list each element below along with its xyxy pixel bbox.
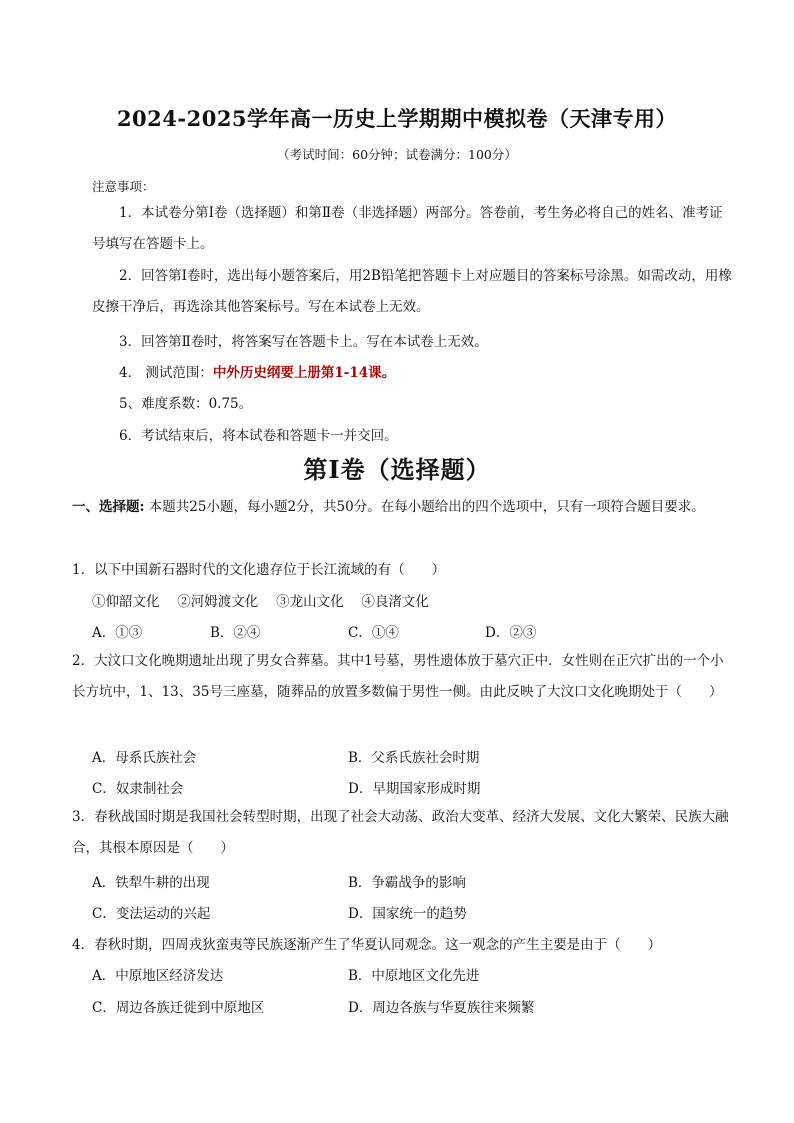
- section-instructions: 一、选择题: 本题共25小题，每小题2分，共50分。在每小题给出的四个选项中，只有一项符合题目要求。: [72, 499, 705, 515]
- note-1: 1．本试卷分第Ⅰ卷（选择题）和第Ⅱ卷（非选择题）两部分。答卷前，考生务必将自己的姓名、准考证号填写在答题卡上。: [92, 205, 723, 252]
- q2-option-c: C．奴隶制社会: [92, 781, 184, 797]
- q3-option-c: C．变法运动的兴起: [92, 906, 211, 922]
- q3-option-d: D．国家统一的趋势: [348, 906, 467, 922]
- q1-option-b: B．②④: [210, 625, 261, 641]
- question-2-stem: 2．大汶口文化晚期遗址出现了男女合葬墓。其中1号墓，男性遗体放于墓穴正中．女性则在正穴扩出的一个小长方坑中，1、13、35号三座墓，随葬品的放置多数偏于男性一侧。由此反映了大汶口文化晚期处于（ ）: [72, 653, 724, 700]
- notes-heading: 注意事项：: [92, 179, 155, 194]
- q1-option-c: C．①④: [348, 625, 399, 641]
- question-3-stem: 3．春秋战国时期是我国社会转型时期，出现了社会大动荡、政治大变革、经济大发展、文化大繁荣、民族大融合，其根本原因是（ ）: [72, 809, 729, 856]
- q4-option-c: C．周边各族迁徙到中原地区: [92, 1000, 265, 1016]
- exam-meta: （考试时间：60分钟；试卷满分：100分）: [277, 147, 517, 162]
- q2-option-a: A．母系氏族社会: [92, 750, 197, 766]
- q2-option-b: B．父系氏族社会时期: [348, 750, 480, 766]
- test-scope: 中外历史纲要上册第1-14课: [212, 365, 382, 381]
- note-6: 6．考试结束后，将本试卷和答题卡一并交回。: [119, 428, 398, 444]
- note-2: 2．回答第Ⅰ卷时，选出每小题答案后，用2B铅笔把答题卡上对应题目的答案标号涂黑。如需改动，用橡皮擦干净后，再选涂其他答案标号。写在本试卷上无效。: [92, 268, 732, 315]
- q4-option-d: D．周边各族与华夏族往来频繁: [348, 1000, 535, 1016]
- note-5: 5、难度系数：0.75。: [119, 396, 253, 412]
- note-3: 3．回答第Ⅱ卷时，将答案写在答题卡上。写在本试卷上无效。: [119, 334, 488, 350]
- q4-option-b: B．中原地区文化先进: [348, 968, 480, 984]
- note-4: 4． 测试范围：中外历史纲要上册第1-14课。: [119, 365, 396, 381]
- page-title: 2024-2025学年高一历史上学期期中模拟卷（天津专用）: [116, 106, 678, 131]
- q2-option-d: D．早期国家形成时期: [348, 781, 481, 797]
- question-1-stem: 1．以下中国新石器时代的文化遗存位于长江流域的有（ ）: [72, 562, 446, 578]
- question-1-items: ①仰韶文化 ②河姆渡文化 ③龙山文化 ④良渚文化: [92, 594, 429, 610]
- question-4-stem: 4．春秋时期，四周戎狄蛮夷等民族逐渐产生了华夏认同观念。这一观念的产生主要是由于（ ）: [72, 937, 662, 953]
- q1-option-a: A．①③: [92, 625, 143, 641]
- q1-option-d: D．②③: [485, 625, 537, 641]
- q4-option-a: A．中原地区经济发达: [92, 968, 224, 984]
- section-title: 第Ⅰ卷（选择题）: [303, 455, 491, 484]
- q3-option-a: A．铁犁牛耕的出现: [92, 875, 210, 891]
- q3-option-b: B．争霸战争的影响: [348, 875, 466, 891]
